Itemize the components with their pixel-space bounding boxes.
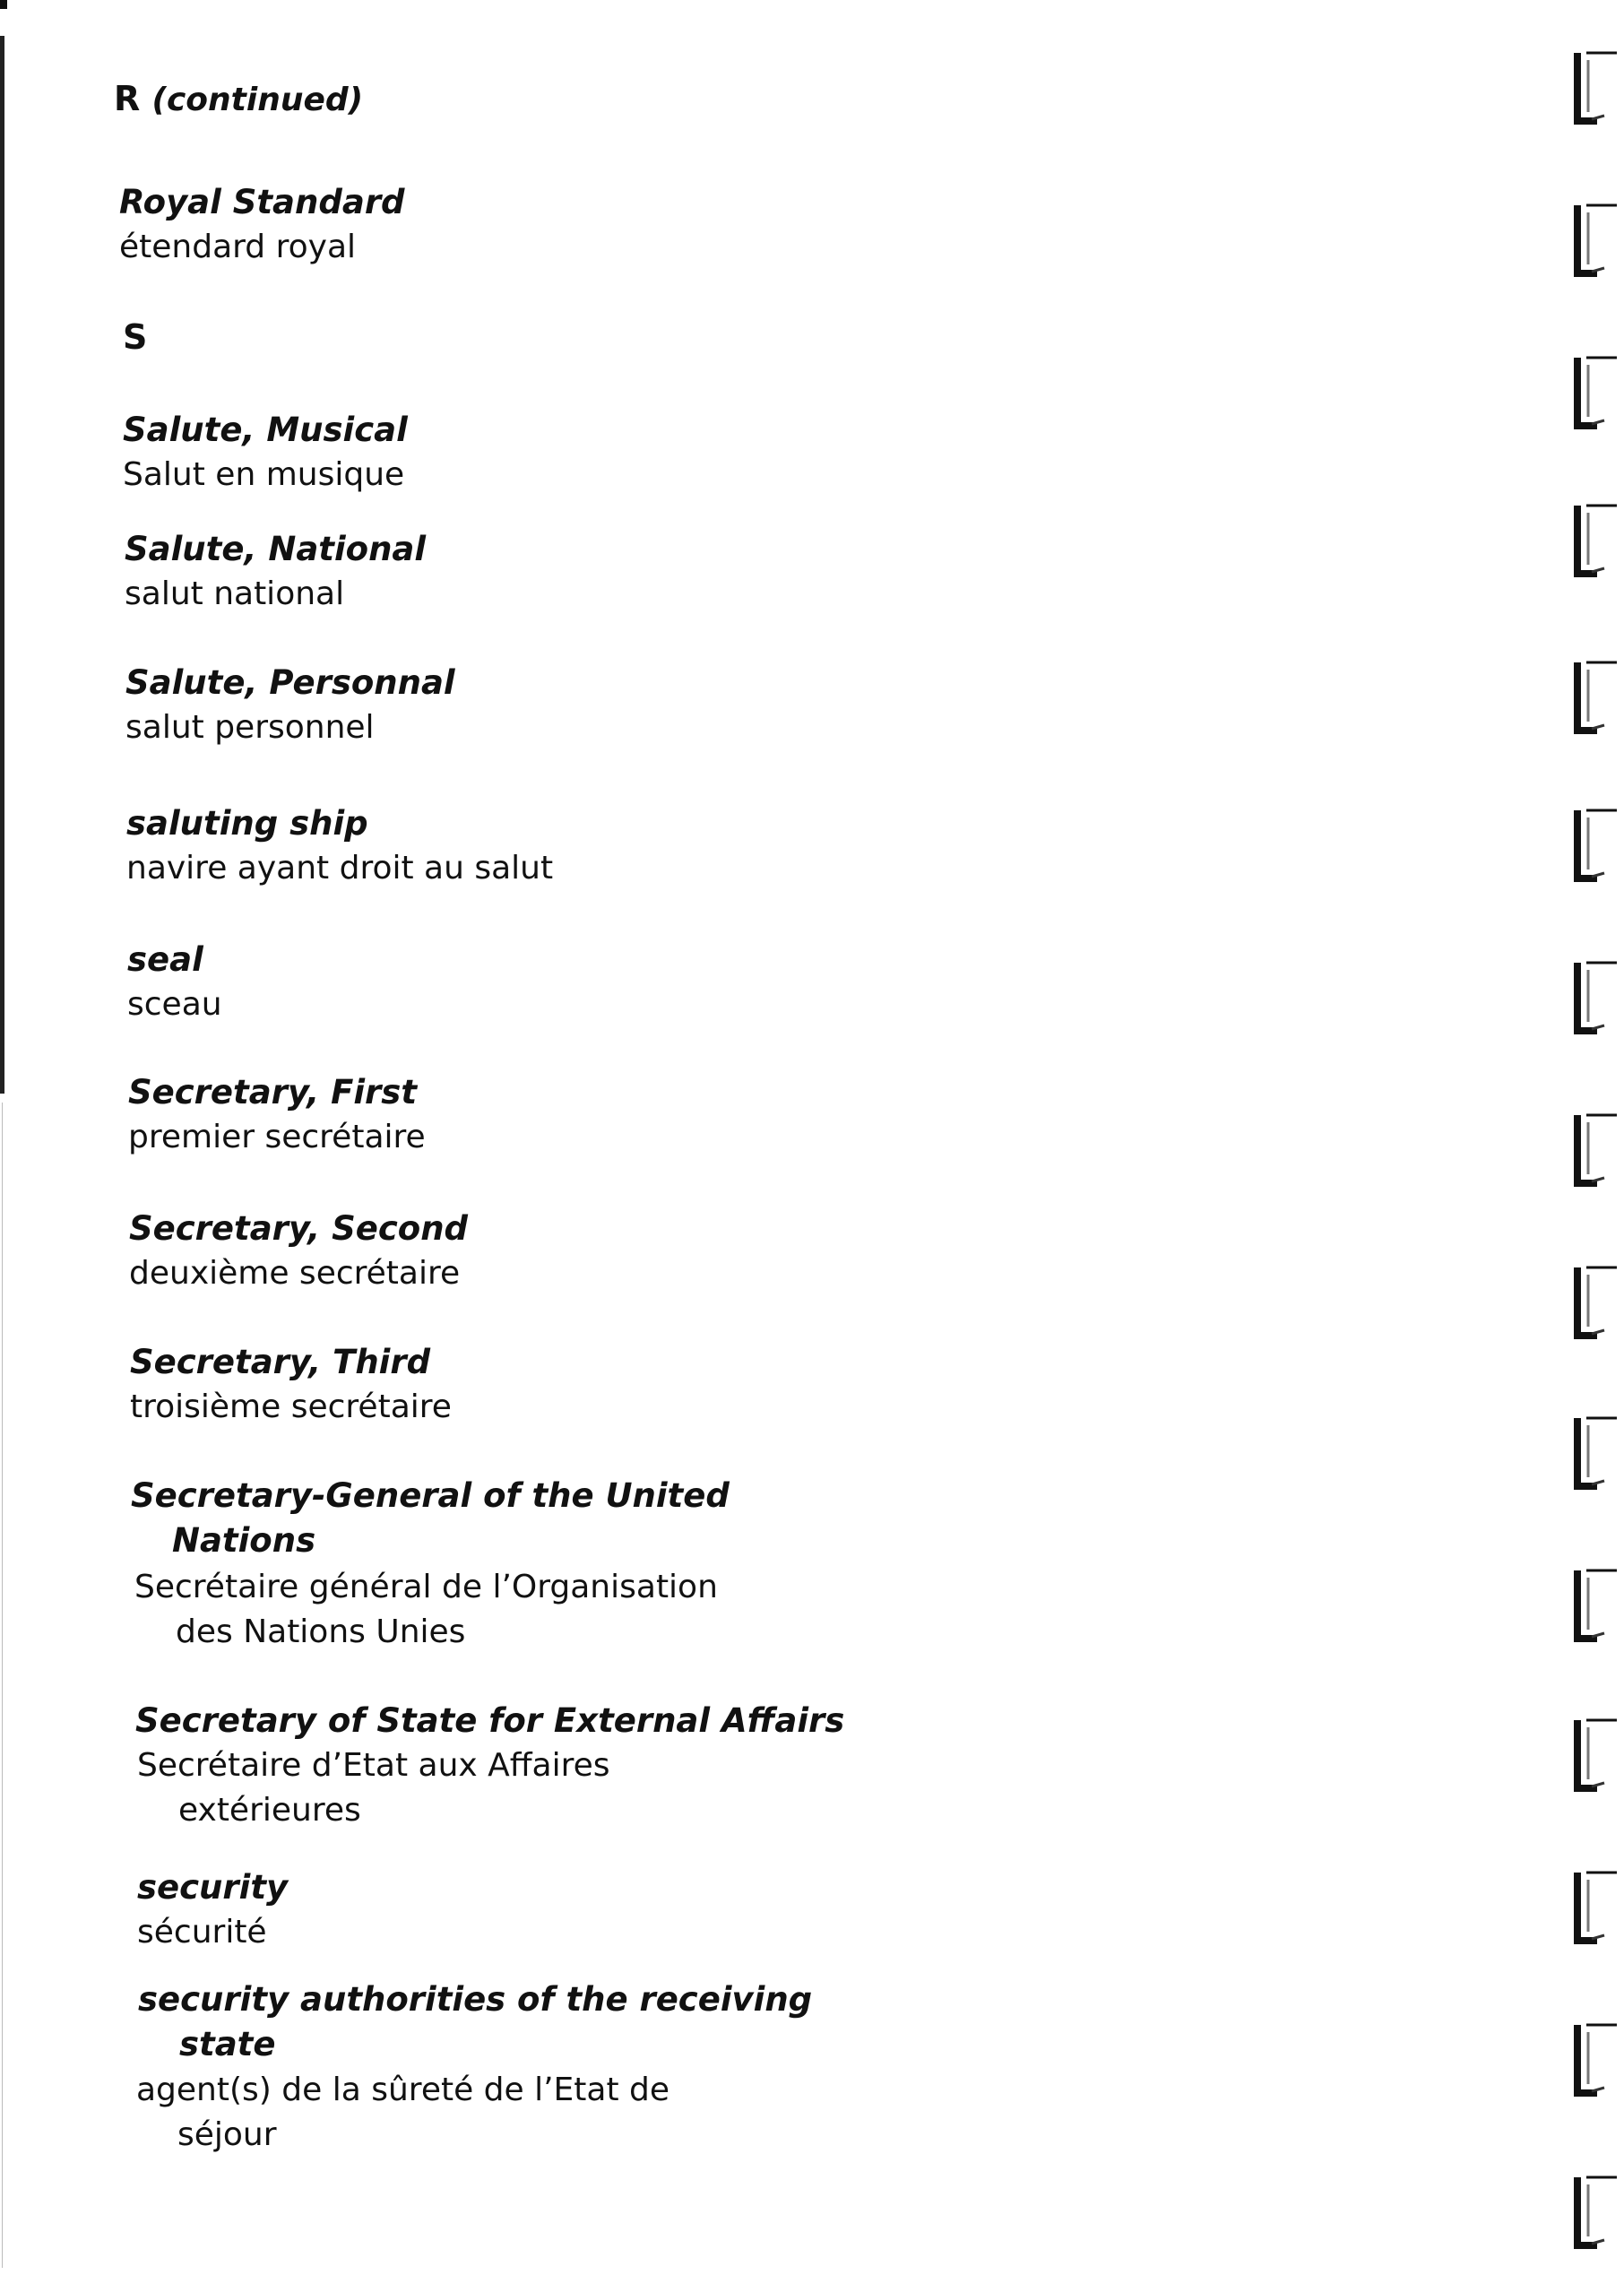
entry-translation-line: agent(s) de la sûreté de l’Etat de: [136, 2072, 670, 2108]
entry-translation: premier secrétaire: [128, 1119, 426, 1155]
entry-translation: sceau: [127, 986, 222, 1023]
binding-edge-faint: [2, 1103, 3, 2268]
binding-ring-icon: [1570, 659, 1624, 736]
binding-ring-icon: [1570, 1567, 1624, 1644]
section-heading-s: S: [123, 317, 148, 357]
entry-term-line: Secretary-General of the United: [131, 1476, 730, 1515]
entry-term-line: security authorities of the receiving: [138, 1980, 813, 2019]
entry-term: [131, 1474, 730, 1563]
binding-ring-icon: [1570, 1264, 1624, 1341]
binding-edge: [0, 36, 4, 1094]
entry-term: Salute, Musical: [123, 411, 408, 449]
entry-translation: [136, 2068, 669, 2158]
binding-ring-icon: [1570, 959, 1624, 1036]
entry-term: Salute, National: [125, 530, 427, 568]
binding-ring-icon: [1570, 1414, 1624, 1492]
entry-translation: salut national: [125, 575, 345, 612]
section-heading-r: [114, 79, 363, 118]
binding-ring-icon: [1570, 1112, 1624, 1189]
binding-ring-icon: [1570, 502, 1624, 579]
entry-term: Salute, Personnal: [125, 663, 455, 702]
entry-translation: Salut en musique: [123, 456, 405, 493]
binding-ring-icon: [1570, 2174, 1624, 2251]
entry-term: Secretary, First: [128, 1073, 418, 1112]
entry-translation: navire ayant droit au salut: [126, 850, 554, 887]
binding-ring-icon: [1570, 354, 1624, 431]
binding-ring-icon: [1570, 49, 1624, 126]
entry-translation: troisième secrétaire: [130, 1388, 452, 1425]
entry-term: [138, 1977, 812, 2067]
entry-translation: sécurité: [137, 1914, 267, 1951]
section-letter: R: [114, 79, 141, 118]
entry-translation-line: extérieures: [178, 1792, 361, 1829]
entry-translation-line: des Nations Unies: [176, 1613, 466, 1650]
entry-translation-line: Secrétaire d’Etat aux Affaires: [137, 1747, 610, 1784]
page-corner-mark: [0, 0, 7, 9]
entry-translation: salut personnel: [125, 709, 375, 746]
entry-term: Secretary of State for External Affairs: [135, 1701, 845, 1740]
entry-term: saluting ship: [126, 804, 368, 843]
entry-term: Royal Standard: [119, 183, 405, 221]
section-continued-label: (continued): [151, 82, 364, 118]
entry-term: Secretary, Second: [129, 1209, 469, 1248]
binding-ring-icon: [1570, 807, 1624, 884]
binding-ring-icon: [1570, 1869, 1624, 1946]
entry-translation-line: Secrétaire général de l’Organisation: [134, 1569, 718, 1605]
entry-translation: [134, 1565, 718, 1655]
entry-term: seal: [127, 940, 203, 979]
entry-translation: deuxième secrétaire: [129, 1255, 461, 1292]
binding-ring-icon: [1570, 2021, 1624, 2098]
entry-term: Secretary, Third: [130, 1343, 431, 1381]
entry-term-line: state: [179, 2025, 276, 2063]
entry-term: security: [137, 1868, 289, 1907]
entry-term-line: Nations: [172, 1521, 316, 1560]
entry-translation-line: séjour: [177, 2116, 277, 2153]
entry-translation: [137, 1743, 610, 1833]
binding-ring-icon: [1570, 202, 1624, 279]
entry-translation: étendard royal: [119, 229, 357, 265]
binding-ring-icon: [1570, 1717, 1624, 1794]
